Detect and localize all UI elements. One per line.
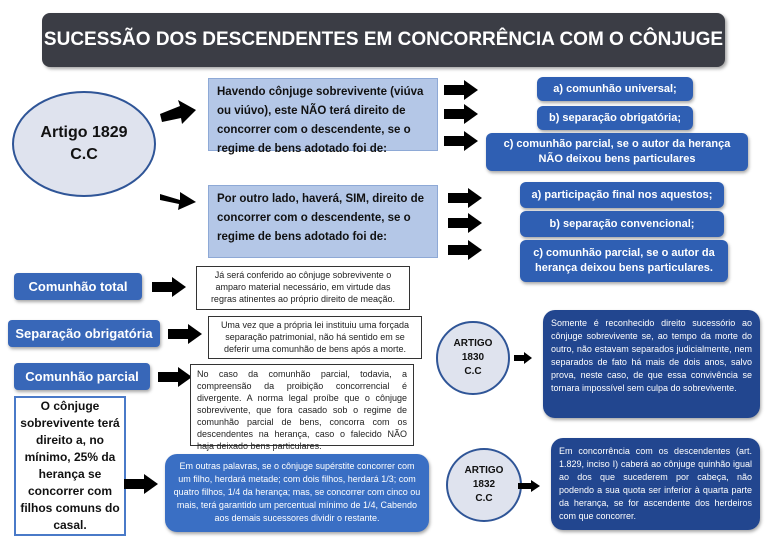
arrow-right-icon [444,104,478,124]
option-participacao-final: a) participação final nos aquestos; [520,182,724,208]
page-title: SUCESSÃO DOS DESCENDENTES EM CONCORRÊNCIA COM O CÔNJUGE [42,13,725,67]
arrow-right-icon [168,324,202,344]
artigo-1829-title: Artigo 1829 [40,124,128,141]
arrow-right-icon [514,352,532,364]
label-separacao-obrigatoria: Separação obrigatória [8,320,160,347]
artigo-1830-ellipse [436,321,510,395]
no-concurrence-box: Havendo cônjuge sobrevivente (viúva ou viúvo), este NÃO terá direito de concorrer com o descendente, se o regime de bens adotado foi de: [208,78,438,151]
arrow-right-icon [448,240,482,260]
artigo-1832-ellipse [446,448,522,522]
share-explanation-box: Em outras palavras, se o cônjuge supérstite concorrer com um filho, herdará metade; com dois filhos, herdará 1/3; com quatro filhos, 1/4 da herança; mas, se concorrer com cinco ou mais, terá garantido um percentual mínimo de 1/4, Cabendo aos demais sucessores dividir o restante. [165,454,429,532]
arrow-right-icon [152,277,186,297]
arrow-right-icon [158,367,192,387]
artigo-1832-code: C.C [475,493,493,504]
note-comunhao-total: Já será conferido ao cônjuge sobrevivente o amparo material necessário, em virtude das regras atinentes ao próprio direito de meação. [196,266,410,310]
arrow-right-icon [444,131,478,151]
label-comunhao-parcial: Comunhão parcial [14,363,150,390]
arrow-right-icon [160,186,196,212]
artigo-1830-label: ARTIGO [453,338,493,349]
artigo-1832-label: ARTIGO [464,465,504,476]
option-separacao-convencional: b) separação convencional; [520,211,724,237]
arrow-right-icon [518,480,540,492]
artigo-1830-number: 1830 [461,352,485,363]
option-comunhao-universal: a) comunhão universal; [537,77,693,101]
note-comunhao-parcial: No caso da comunhão parcial, todavia, a compreensão da proibição concorrencial é divergente. A norma legal proíbe que o cônjuge sobrevivente, que fora casado sob o regime de comunhão parcial de bens, concorra com os descendentes na herança, caso o falecido NÃO haja deixado bens particulares. [190,364,414,446]
arrow-right-icon [444,80,478,100]
option-comunhao-parcial-sem-bens: c) comunhão parcial, se o autor da herança NÃO deixou bens particulares [486,133,748,171]
label-comunhao-total: Comunhão total [14,273,142,300]
arrow-right-icon [448,213,482,233]
option-separacao-obrigatoria: b) separação obrigatória; [537,106,693,130]
arrow-right-icon [448,188,482,208]
artigo-1829-code: C.C [70,146,98,163]
artigo-1830-text: Somente é reconhecido direito sucessório ao cônjuge sobrevivente se, ao tempo da morte do outro, não estavam separados judicialmente, nem separados de fato há mais de dois anos, salvo prova, neste caso, de que essa convivência se tornara impossível sem culpa do sobrevivente. [543,310,760,418]
artigo-1832-text: Em concorrência com os descendentes (art. 1.829, inciso I) caberá ao cônjuge quinhão igual ao dos que sucederem por cabeça, não podendo a sua quota ser inferior à quarta parte da herança, se for ascendente dos herdeiros com que concorrer. [551,438,760,530]
artigo-1830-code: C.C [464,366,482,377]
arrow-right-icon [124,474,158,494]
minimum-share-box: O cônjuge sobrevivente terá direito a, no mínimo, 25% da herança se concorrer com filhos comuns do casal. [14,396,126,536]
artigo-1832-number: 1832 [472,479,496,490]
artigo-1829-ellipse [12,91,156,197]
arrow-right-icon [160,98,196,124]
yes-concurrence-box: Por outro lado, haverá, SIM, direito de concorrer com o descendente, se o regime de bens adotado foi de: [208,185,438,258]
option-comunhao-parcial-com-bens: c) comunhão parcial, se o autor da herança deixou bens particulares. [520,240,728,282]
note-separacao-obrigatoria: Uma vez que a própria lei instituiu uma forçada separação patrimonial, não há sentido em se deferir uma comunhão de bens após a morte. [208,316,422,359]
